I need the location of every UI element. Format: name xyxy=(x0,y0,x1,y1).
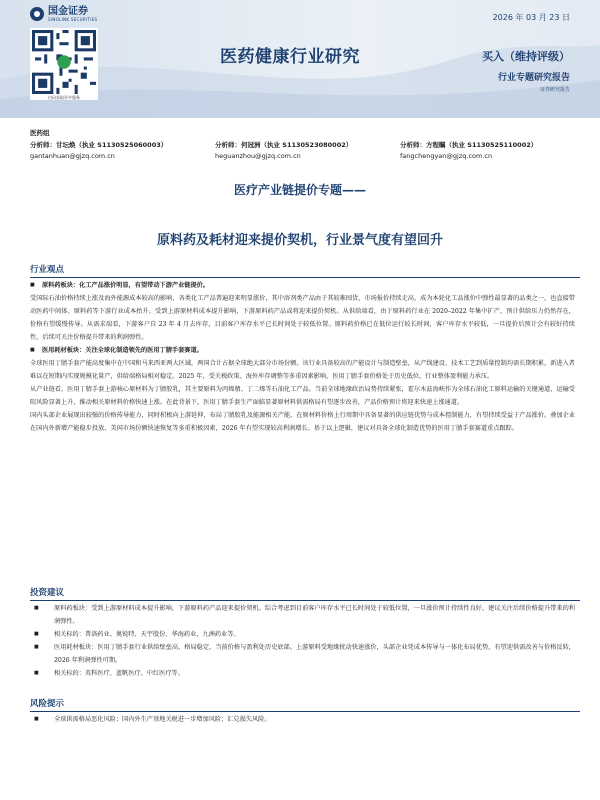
glove-paragraph-3: 国内头部企业展现出较强的价格传导能力，同时积极向上游延伸，布局丁腈胶乳及能源相关产能，在原材料价格上行周期中具备显著的供应链优势与成本控制能力，有望持续受益于产品涨价。叠加企业在国内外新增产能稳步投放、美国市场份额快速恢复等多重积极因素，2026 年有望实现较高利润增长。基于以上逻辑，建议对具备全球化制造优势的医用丁腈手套赛道重点跟踪。 xyxy=(30,412,575,432)
section-title-industry-view: 行业观点 xyxy=(30,263,580,278)
analyst-email: heguanzhou@gjzq.com.cn xyxy=(215,152,301,160)
invest-glove-item: ■ 医用耗材板块：医用丁腈手套行业供给壁垒高、格局稳定，当前价格与盈利处历史底部。上游原料受地缘扰动快速涨价，头部企业凭成本传导与一体化布局优势，有望迎供需改善与价格反转，2026 年利润弹性可期。 xyxy=(30,641,575,667)
api-sector-paragraph: 受国际石油价格持续上涨及海外能源成本较高的影响，各类化工产品普遍迎来明显涨价，其中溶剂类产品由于其较难囤货，市场报价持续走高，成为本轮化工品涨价中弹性最显著的品类之一，也直接带动医药中间体、原料药等下游行业成本抬升。受到上游原材料成本提升影响，下游原料药产品或将迎来提价契机。从供给端看，由于原料药行业在 2020–2022 年集中扩产，预计供给压力仍然存在，价格有望缓慢传导。从需求端看，下游客户自 23 年 4 月去库存，目前客户库存水平已长时间处于较低位置。原料药价格已在低位运行较长时间，客户库存水平较低，一旦提价后预计会有较好持续性，后续可关注价格提升带来的利润弹性。 xyxy=(30,295,575,341)
analyst-email: gantanhuan@gjzq.com.cn xyxy=(30,152,115,160)
rating-label: 买入（维持评级） xyxy=(482,50,570,63)
logo-text-cn: 国金证券 xyxy=(48,6,88,17)
report-date: 2026 年 03 月 23 日 xyxy=(492,13,570,22)
invest-glove-related: ■ 相关标的：英科医疗、蓝帆医疗、中红医疗等。 xyxy=(30,667,575,680)
analyst-email: fangchengyan@gjzq.com.cn xyxy=(400,152,493,160)
risk-item: ■ 全球供需格局恶化风险；国内外生产基地关税进一步增加风险；汇兑损失风险。 xyxy=(30,713,575,726)
qr-code-icon xyxy=(32,30,96,94)
industry-view-body xyxy=(30,279,575,435)
analyst-name: 分析师：方程瞩（执业 S1130525110002） xyxy=(400,141,538,149)
api-sector-heading: ■ 原料药板块：化工产品涨价明显，有望带动下游产业链提价。 xyxy=(30,279,575,292)
team-name: 医药组 xyxy=(30,129,50,137)
document-title: 医药健康行业研究 xyxy=(220,47,360,67)
analyst-list xyxy=(30,140,580,160)
analyst-name: 分析师：何冠洲（执业 S1130523080002） xyxy=(215,141,353,149)
logo-icon xyxy=(30,7,44,21)
glove-paragraph-2: 从产业链看，医用丁腈手套上游核心原材料为丁腈胶乳，其主要原料为丙烯腈、丁二烯等石油化工产品。当前全球地缘政治局势持续紧张，霍尔木兹海峡作为全球石油化工原料运输的关键通道，运输受阻风险显著上升，推动相关原材料价格快速上涨。在此背景下，医用丁腈手套生产面临显著原材料供需格局有望逐步改善，产品价格预计将迎来快速上涨通道。 xyxy=(30,386,575,406)
glove-sector-heading: ■ 医用耗材板块：关注全球化制造领先的医用丁腈手套赛道。 xyxy=(30,344,575,357)
analyst-entry xyxy=(400,140,580,160)
glove-paragraph-1: 全球医用丁腈手套产能高度集中在中国和马来西亚两大区域，两国合计占据全球绝大部分市场份额。该行业具备较高的产能设计与制造壁垒，从产线建设、技术工艺到质量控制均需长期积累，新进入者难以在短期内实现规模化量产，供给端格局相对稳定。2025 年，受关税政策、海外库存调整等多重因素影响，医用丁腈手套价格处于历史低位，行业整体盈利能力承压。 xyxy=(30,360,575,380)
analyst-entry xyxy=(215,140,395,160)
qr-code xyxy=(30,28,98,100)
report-type-label: 行业专题研究报告 xyxy=(497,73,570,83)
invest-api-related: ■ 相关标的：普洛药业、奥锐特、天宇股份、华海药业、九洲药业等。 xyxy=(30,628,575,641)
analyst-entry xyxy=(30,140,210,160)
section-title-investment: 投资建议 xyxy=(30,586,580,601)
report-header xyxy=(0,0,600,118)
analyst-info xyxy=(30,128,580,160)
report-headline: 原料药及耗材迎来提价契机，行业景气度有望回升 xyxy=(156,233,443,248)
invest-api-item: ■ 原料药板块：受到上游原材料成本提升影响，下游原料药产品迎来提价契机。综合考虑到目前客户库存水平已长时间处于较低位置，一旦涨价预计持续性良好，建议关注后续价格提升带来的利润弹性。 xyxy=(30,602,575,628)
section-title-risk: 风险提示 xyxy=(30,697,580,712)
investment-body xyxy=(30,602,575,680)
qr-caption: 扫码获取更多服务 xyxy=(48,95,80,100)
brand-logo xyxy=(30,6,97,22)
report-category-label: 证券研究报告 xyxy=(539,87,570,93)
analyst-name: 分析师：甘坛焕（执业 S1130525060003） xyxy=(30,141,168,149)
report-topic: 医疗产业链提价专题—— xyxy=(233,183,366,197)
risk-body xyxy=(30,713,575,726)
logo-text-en: SINOLINK SECURITIES xyxy=(48,17,98,22)
